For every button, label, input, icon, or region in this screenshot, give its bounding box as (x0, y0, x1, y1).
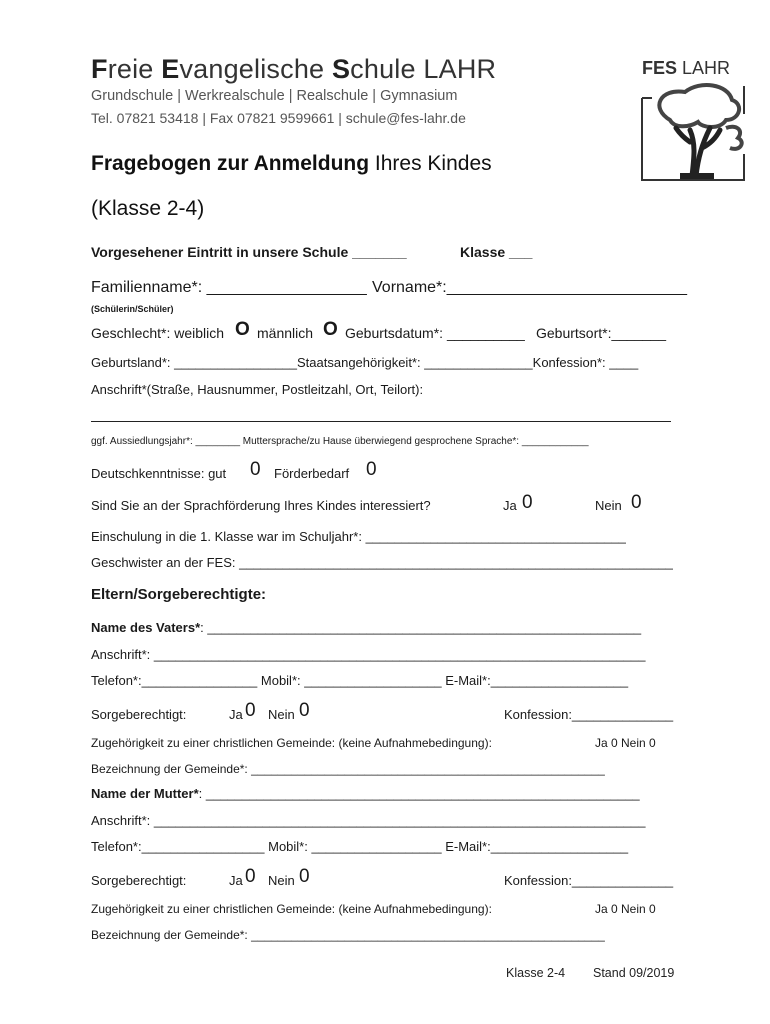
geschlecht-label: Geschlecht*: weiblich (91, 325, 225, 341)
mutter-sorge-nein-label: Nein (268, 873, 295, 888)
school-name: Freie Evangelische Schule LAHR (91, 54, 497, 84)
mutter-gemeinde-janein[interactable]: Ja 0 Nein 0 (595, 902, 656, 916)
klasse-field[interactable]: Klasse ___ (460, 244, 533, 260)
mutter-gemeinde-bezeichnung[interactable]: Bezeichnung der Gemeinde*: _____________________________________________________ (91, 928, 605, 942)
einschulung-field[interactable]: Einschulung in die 1. Klasse war im Schuljahr*: ____________________________________ (91, 529, 626, 544)
sprach-nein-option[interactable]: 0 (631, 492, 642, 513)
footer-stand: Stand 09/2019 (593, 966, 675, 980)
aussiedlung-row[interactable]: ggf. Aussiedlungsjahr*: ________ Muttersprache/zu Hause überwiegend gesprochene Sprache*: ____________ (91, 436, 589, 447)
vater-sorge-ja-option[interactable]: 0 (245, 700, 256, 721)
tree-logo-icon (640, 58, 746, 182)
sprach-ja-label: Ja (503, 498, 517, 513)
eintritt-field[interactable]: Vorgesehener Eintritt in unsere Schule _______ (91, 244, 407, 260)
school-subtitle: Grundschule | Werkrealschule | Realschule | Gymnasium (91, 88, 458, 104)
deutsch-label: Deutschkenntnisse: gut (91, 466, 227, 481)
deutsch-gut-option[interactable]: 0 (250, 459, 261, 480)
vater-sorge-nein-option[interactable]: 0 (299, 700, 310, 721)
mutter-sorge-ja-label: Ja (229, 873, 243, 888)
vorname-field[interactable]: Vorname*:___________________________ (372, 279, 687, 296)
sprachfoerderung-label: Sind Sie an der Sprachförderung Ihres Kindes interessiert? (91, 498, 431, 513)
mutter-anschrift-field[interactable]: Anschrift*: ____________________________________________________________________ (91, 813, 646, 828)
vater-name-field[interactable]: Name des Vaters*: ____________________________________________________________ (91, 620, 642, 635)
sprach-nein-label: Nein (595, 498, 622, 513)
geschwister-field[interactable]: Geschwister an der FES: ____________________________________________________________ (91, 555, 673, 570)
vater-konfession-field[interactable]: Konfession:______________ (504, 707, 674, 722)
footer-klasse: Klasse 2-4 (506, 966, 566, 980)
vater-telefon-row[interactable]: Telefon*:________________ Mobil*: ___________________ E-Mail*:___________________ (91, 673, 629, 688)
schueler-label: (Schülerin/Schüler) (91, 304, 174, 314)
form-title-class: (Klasse 2-4) (91, 197, 205, 220)
maennlich-option[interactable]: O (323, 319, 338, 340)
mutter-gemeinde-label: Zugehörigkeit zu einer christlichen Gemeinde: (keine Aufnahmebedingung): (91, 902, 492, 916)
mutter-konfession-field[interactable]: Konfession:______________ (504, 873, 674, 888)
foerder-label: Förderbedarf (274, 466, 350, 481)
sprach-ja-option[interactable]: 0 (522, 492, 533, 513)
familienname-field[interactable]: Familienname*: __________________ (91, 279, 367, 296)
weiblich-option[interactable]: O (235, 319, 250, 340)
vater-gemeinde-janein[interactable]: Ja 0 Nein 0 (595, 736, 656, 750)
anschrift-line[interactable] (91, 421, 671, 422)
logo-text: FES LAHR (642, 58, 731, 78)
mutter-name-field[interactable]: Name der Mutter*: ____________________________________________________________ (91, 786, 640, 801)
vater-anschrift-field[interactable]: Anschrift*: ____________________________________________________________________ (91, 647, 646, 662)
form-title: Fragebogen zur Anmeldung Ihres Kindes (91, 152, 492, 175)
eltern-heading: Eltern/Sorgeberechtigte: (91, 586, 267, 603)
foerder-option[interactable]: 0 (366, 459, 377, 480)
vater-sorge-label: Sorgeberechtigt: (91, 707, 187, 722)
mutter-telefon-row[interactable]: Telefon*:_________________ Mobil*: __________________ E-Mail*:___________________ (91, 839, 629, 854)
vater-sorge-nein-label: Nein (268, 707, 295, 722)
mutter-sorge-nein-option[interactable]: 0 (299, 866, 310, 887)
mutter-sorge-ja-option[interactable]: 0 (245, 866, 256, 887)
school-logo (640, 58, 746, 182)
vater-gemeinde-bezeichnung[interactable]: Bezeichnung der Gemeinde*: _____________________________________________________ (91, 762, 605, 776)
maennlich-label: männlich (257, 325, 314, 341)
school-contact: Tel. 07821 53418 | Fax 07821 9599661 | schule@fes-lahr.de (91, 110, 466, 126)
geburtsdatum-field[interactable]: Geburtsdatum*: __________ (345, 325, 525, 341)
vater-sorge-ja-label: Ja (229, 707, 243, 722)
vater-gemeinde-label: Zugehörigkeit zu einer christlichen Gemeinde: (keine Aufnahmebedingung): (91, 736, 492, 750)
geburtsort-field[interactable]: Geburtsort*:_______ (536, 325, 666, 341)
mutter-sorge-label: Sorgeberechtigt: (91, 873, 187, 888)
geburtsland-row[interactable]: Geburtsland*: _________________Staatsangehörigkeit*: _______________Konfession*: ____ (91, 355, 639, 370)
anschrift-label: Anschrift*(Straße, Hausnummer, Postleitzahl, Ort, Teilort): (91, 382, 424, 397)
